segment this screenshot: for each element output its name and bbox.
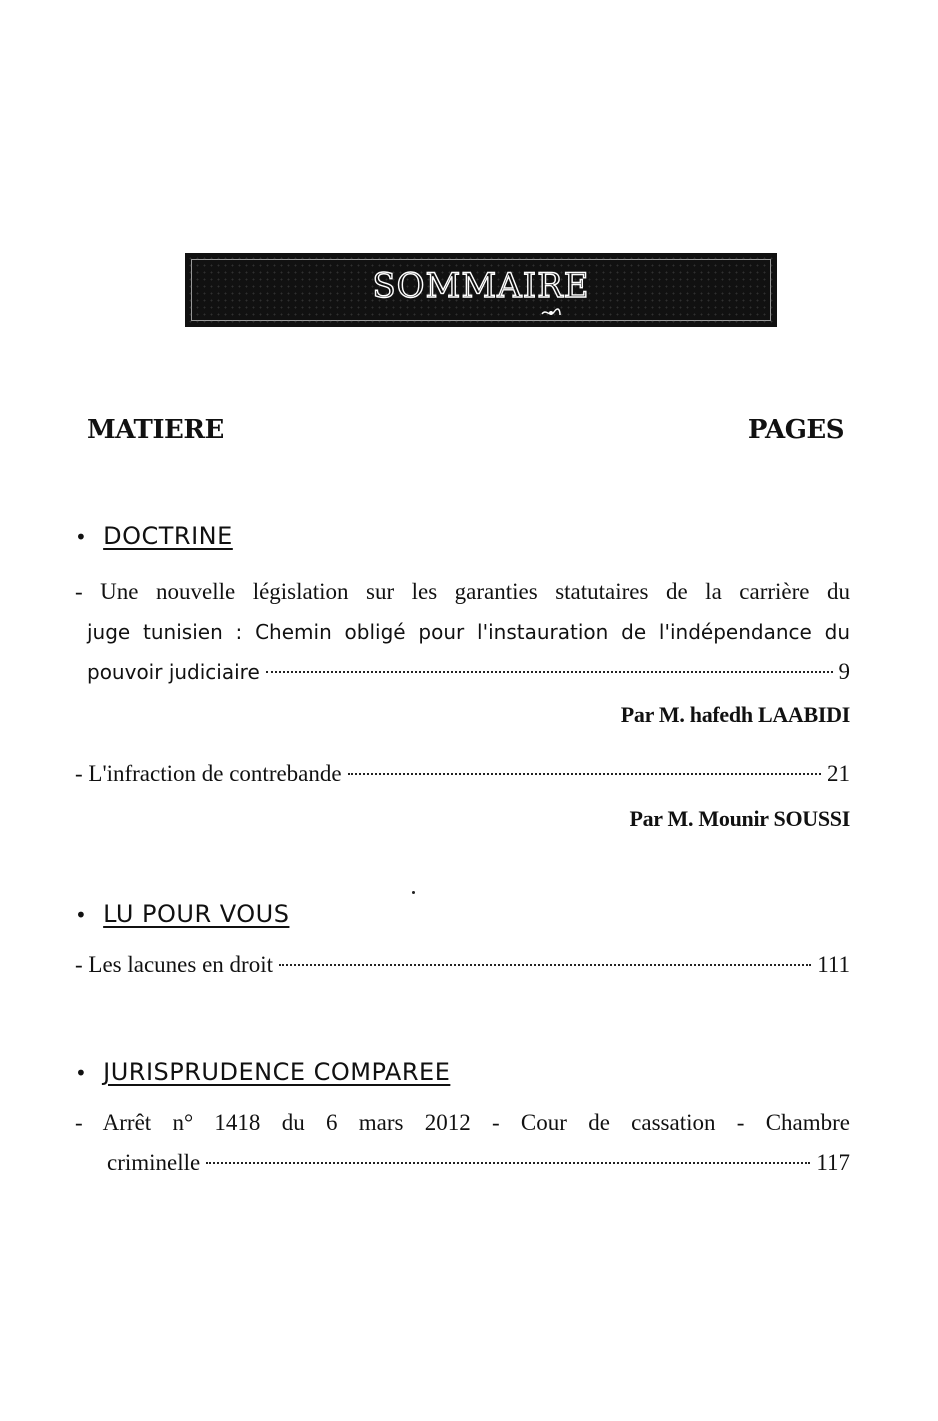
matiere-heading: MATIERE xyxy=(87,415,224,445)
banner-title: SOMMAIRE xyxy=(372,266,590,306)
author-line xyxy=(629,806,850,832)
page-number: 117 xyxy=(816,1150,850,1175)
section-label: LU POUR VOUS xyxy=(103,900,290,928)
page-number: 21 xyxy=(827,761,850,786)
toc-entry-arret xyxy=(75,1103,850,1183)
dot-leader xyxy=(266,671,833,673)
section-bullet: • xyxy=(75,1061,88,1085)
entry-leader-line xyxy=(75,945,850,985)
page-number: 9 xyxy=(838,659,850,684)
entry-leader-line xyxy=(75,652,850,692)
stray-mark xyxy=(412,891,415,894)
author-name: Par M. Mounir SOUSSI xyxy=(629,806,850,831)
section-jurisprudence-comparee xyxy=(75,1058,450,1086)
dot-leader xyxy=(348,773,821,775)
page-number: 111 xyxy=(817,952,850,977)
section-lu-pour-vous xyxy=(75,900,289,928)
entry-line: juge tunisien : Chemin obligé pour l'instauration de l'indépendance du xyxy=(87,620,850,644)
entry-leader-line xyxy=(75,754,850,794)
toc-entry-lacunes xyxy=(75,945,850,985)
author-line xyxy=(621,702,850,728)
entry-line: - Arrêt n° 1418 du 6 mars 2012 - Cour de cassation - Chambre xyxy=(75,1110,850,1135)
ornament-icon xyxy=(540,306,562,320)
section-bullet: • xyxy=(75,525,88,549)
entry-line: - L'infraction de contrebande xyxy=(75,761,342,786)
dot-leader xyxy=(206,1162,810,1164)
pages-heading: PAGES xyxy=(747,415,844,445)
section-bullet: • xyxy=(75,903,88,927)
section-label: DOCTRINE xyxy=(103,522,233,550)
entry-line: - Une nouvelle législation sur les garanties statutaires de la carrière du xyxy=(75,579,850,604)
entry-leader-line xyxy=(75,1143,850,1183)
author-name: Par M. hafedh LAABIDI xyxy=(620,702,850,727)
entry-line: pouvoir judiciaire xyxy=(87,660,260,684)
dot-leader xyxy=(279,964,811,966)
section-doctrine xyxy=(75,522,233,550)
entry-line: - Les lacunes en droit xyxy=(75,952,273,977)
sommaire-banner xyxy=(185,253,777,327)
toc-entry-contrebande xyxy=(75,754,850,794)
entry-line: criminelle xyxy=(107,1150,201,1175)
section-label: JURISPRUDENCE COMPAREE xyxy=(103,1058,451,1086)
toc-entry-legislation xyxy=(75,572,850,692)
